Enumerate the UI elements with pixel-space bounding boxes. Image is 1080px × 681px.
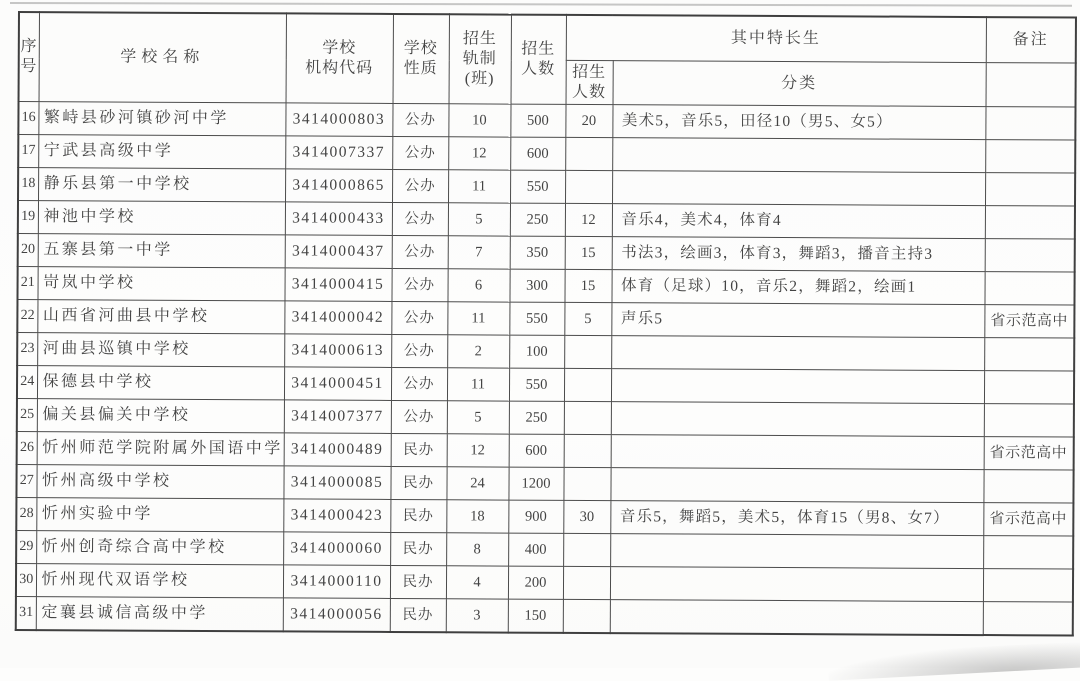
classes-cell: 5 [448,203,510,236]
school-type-cell: 公办 [391,268,447,301]
school-name-cell: 岢岚中学校 [37,267,284,301]
enrollment-cell: 400 [508,533,563,566]
classes-cell: 8 [446,533,508,566]
school-type-cell: 公办 [392,235,448,268]
table-row [17,366,1074,405]
table-row [18,135,1075,174]
school-code-cell: 3414000613 [284,334,391,368]
row-number-cell: 22 [17,300,37,333]
header-school-code: 学校 机构代码 [286,13,393,103]
remark-cell [984,338,1074,371]
special-count-cell: 15 [564,269,611,302]
table-row [17,267,1074,306]
school-type-cell: 民办 [390,532,446,565]
row-number-cell: 17 [18,135,38,168]
special-category-cell [610,534,983,569]
remark-cell [983,569,1073,602]
remark-cell [984,272,1074,305]
school-type-cell: 公办 [391,301,447,334]
school-name-cell: 忻州现代双语学校 [36,564,283,598]
row-number-cell: 25 [17,398,37,431]
table-row [16,464,1073,503]
enrollment-cell: 550 [509,368,564,401]
enrollment-cell: 350 [510,236,565,269]
table-row [17,431,1074,470]
special-count-cell [564,335,611,368]
special-category-cell: 体育（足球）10，音乐2，舞蹈2，绘画1 [611,270,984,305]
special-category-cell: 声乐5 [611,303,984,338]
classes-cell: 11 [448,170,510,203]
table-row [16,563,1073,602]
special-category-cell [610,600,983,635]
school-type-cell: 民办 [390,598,446,631]
school-code-cell: 3414007377 [284,400,391,434]
special-count-cell: 5 [564,302,611,335]
special-count-cell [564,368,611,401]
school-code-cell: 3414000415 [284,268,391,302]
header-remark: 备注 [986,17,1076,63]
header-special-category: 分类 [613,61,986,107]
enrollment-cell: 600 [509,434,564,467]
table-row [16,530,1073,569]
school-type-cell: 民办 [390,499,446,532]
school-name-cell: 静乐县第一中学校 [38,168,285,202]
special-count-cell [564,434,611,467]
special-category-cell [611,402,984,437]
special-count-cell [565,170,612,203]
school-type-cell: 公办 [392,202,448,235]
remark-cell [985,206,1075,239]
remark-cell [985,140,1075,173]
special-category-cell [612,138,985,173]
classes-cell: 12 [447,434,509,467]
school-code-cell: 3414000451 [284,367,391,401]
school-code-cell: 3414000042 [284,301,391,335]
remark-cell: 省示范高中 [983,503,1073,536]
header-special-group: 其中特长生 [566,15,986,63]
row-number-cell: 27 [16,464,36,497]
special-count-cell: 20 [565,104,612,137]
school-name-cell: 宁武县高级中学 [38,135,285,169]
remark-cell [983,536,1073,569]
school-name-cell: 山西省河曲县中学校 [37,300,284,334]
school-name-cell: 忻州高级中学校 [36,465,283,499]
row-number-cell: 31 [16,596,36,629]
school-type-cell: 公办 [392,136,448,169]
school-type-cell: 民办 [390,466,446,499]
table-row [18,102,1075,141]
header-school-name: 学校名称 [39,12,286,103]
school-type-cell: 公办 [392,103,448,136]
row-number-cell: 19 [18,201,38,234]
school-type-cell: 公办 [391,367,447,400]
special-count-cell [563,467,610,500]
school-code-cell: 3414007337 [285,136,392,170]
row-number-cell: 30 [16,563,36,596]
school-name-cell: 河曲县巡镇中学校 [37,333,284,367]
enrollment-cell: 150 [508,599,563,632]
table-row [16,596,1073,635]
table-header [19,12,1076,107]
school-name-cell: 神池中学校 [38,201,285,235]
school-name-cell: 忻州实验中学 [36,498,283,532]
special-category-cell [611,336,984,371]
table-row [18,234,1075,273]
special-category-cell [610,567,983,602]
special-count-cell: 12 [565,203,612,236]
school-type-cell: 公办 [391,334,447,367]
row-number-cell: 16 [18,102,38,135]
classes-cell: 6 [447,269,509,302]
enrollment-cell: 500 [510,104,565,137]
classes-cell: 10 [448,104,510,137]
enrollment-table-wrap [15,11,1077,636]
classes-cell: 2 [447,335,509,368]
row-number-cell: 23 [17,333,37,366]
remark-cell [983,602,1073,635]
special-category-cell: 音乐5，舞蹈5，美术5，体育15（男8、女7） [610,501,983,536]
school-type-cell: 民办 [391,433,447,466]
remark-cell [985,107,1075,140]
special-count-cell [563,566,610,599]
enrollment-cell: 100 [509,335,564,368]
school-name-cell: 忻州创奇综合高中学校 [36,531,283,565]
school-code-cell: 3414000060 [283,532,390,566]
school-type-cell: 公办 [392,169,448,202]
classes-cell: 7 [448,236,510,269]
special-category-cell [612,171,985,206]
school-code-cell: 3414000056 [283,598,390,632]
school-code-cell: 3414000489 [284,433,391,467]
row-number-cell: 28 [16,497,36,530]
special-category-cell: 音乐4，美术4，体育4 [612,204,985,239]
remark-cell [985,173,1075,206]
enrollment-cell: 250 [509,401,564,434]
enrollment-cell: 600 [510,137,565,170]
classes-cell: 3 [446,599,508,632]
table-row [17,398,1074,437]
school-name-cell: 定襄县诚信高级中学 [36,597,283,631]
enrollment-cell: 550 [509,302,564,335]
remark-cell [984,404,1074,437]
remark-cell: 省示范高中 [984,305,1074,338]
school-name-cell: 繁峙县砂河镇砂河中学 [38,102,285,136]
school-name-cell: 忻州师范学院附属外国语中学 [37,432,284,466]
special-count-cell [564,401,611,434]
classes-cell: 4 [446,566,508,599]
special-category-cell: 书法3，绘画3，体育3，舞蹈3，播音主持3 [612,237,985,272]
special-count-cell [563,599,610,632]
special-category-cell [611,435,984,470]
school-code-cell: 3414000085 [283,466,390,500]
header-remark-subcell [986,63,1076,107]
header-special-count: 招生 人数 [566,60,613,104]
classes-cell: 5 [447,401,509,434]
special-category-cell [610,468,983,503]
school-name-cell: 五寨县第一中学 [38,234,285,268]
classes-cell: 24 [446,467,508,500]
row-number-cell: 24 [17,366,37,399]
row-number-cell: 26 [17,431,37,464]
special-count-cell: 15 [565,236,612,269]
school-code-cell: 3414000865 [285,169,392,203]
classes-cell: 12 [448,137,510,170]
special-count-cell [563,533,610,566]
remark-cell [983,470,1073,503]
school-name-cell: 偏关县偏关中学校 [37,399,284,433]
school-name-cell: 保德县中学校 [37,366,284,400]
row-number-cell: 21 [17,267,37,300]
special-category-cell [611,369,984,404]
enrollment-cell: 1200 [508,467,563,500]
enrollment-cell: 300 [509,269,564,302]
remark-cell: 省示范高中 [984,437,1074,470]
header-row-number: 序 号 [19,12,39,102]
header-classes: 招生 轨制 (班) [449,14,511,104]
header-enrollment: 招生 人数 [511,15,566,105]
school-code-cell: 3414000433 [285,202,392,236]
school-code-cell: 3414000803 [285,103,392,137]
scan-artifact-line [10,2,1072,7]
enrollment-cell: 550 [510,170,565,203]
special-count-cell [565,137,612,170]
table-row [16,497,1073,536]
enrollment-cell: 250 [510,203,565,236]
classes-cell: 11 [447,368,509,401]
school-type-cell: 公办 [391,400,447,433]
table-row [17,300,1074,339]
row-number-cell: 18 [18,168,38,201]
table-row [18,201,1075,240]
school-type-cell: 民办 [390,565,446,598]
enrollment-table [15,11,1077,636]
row-number-cell: 29 [16,530,36,563]
enrollment-cell: 200 [508,566,563,599]
remark-cell [984,371,1074,404]
scan-smudge-artifact [827,641,1080,681]
table-body [16,102,1076,636]
table-row [18,168,1075,207]
remark-cell [985,239,1075,272]
header-school-type: 学校 性质 [393,14,449,104]
school-code-cell: 3414000110 [283,565,390,599]
classes-cell: 18 [446,500,508,533]
school-code-cell: 3414000423 [283,499,390,533]
school-code-cell: 3414000437 [285,235,392,269]
table-row [17,333,1074,372]
classes-cell: 11 [447,302,509,335]
special-count-cell: 30 [563,500,610,533]
row-number-cell: 20 [18,234,38,267]
special-category-cell: 美术5，音乐5，田径10（男5、女5） [612,105,985,140]
enrollment-cell: 900 [508,500,563,533]
